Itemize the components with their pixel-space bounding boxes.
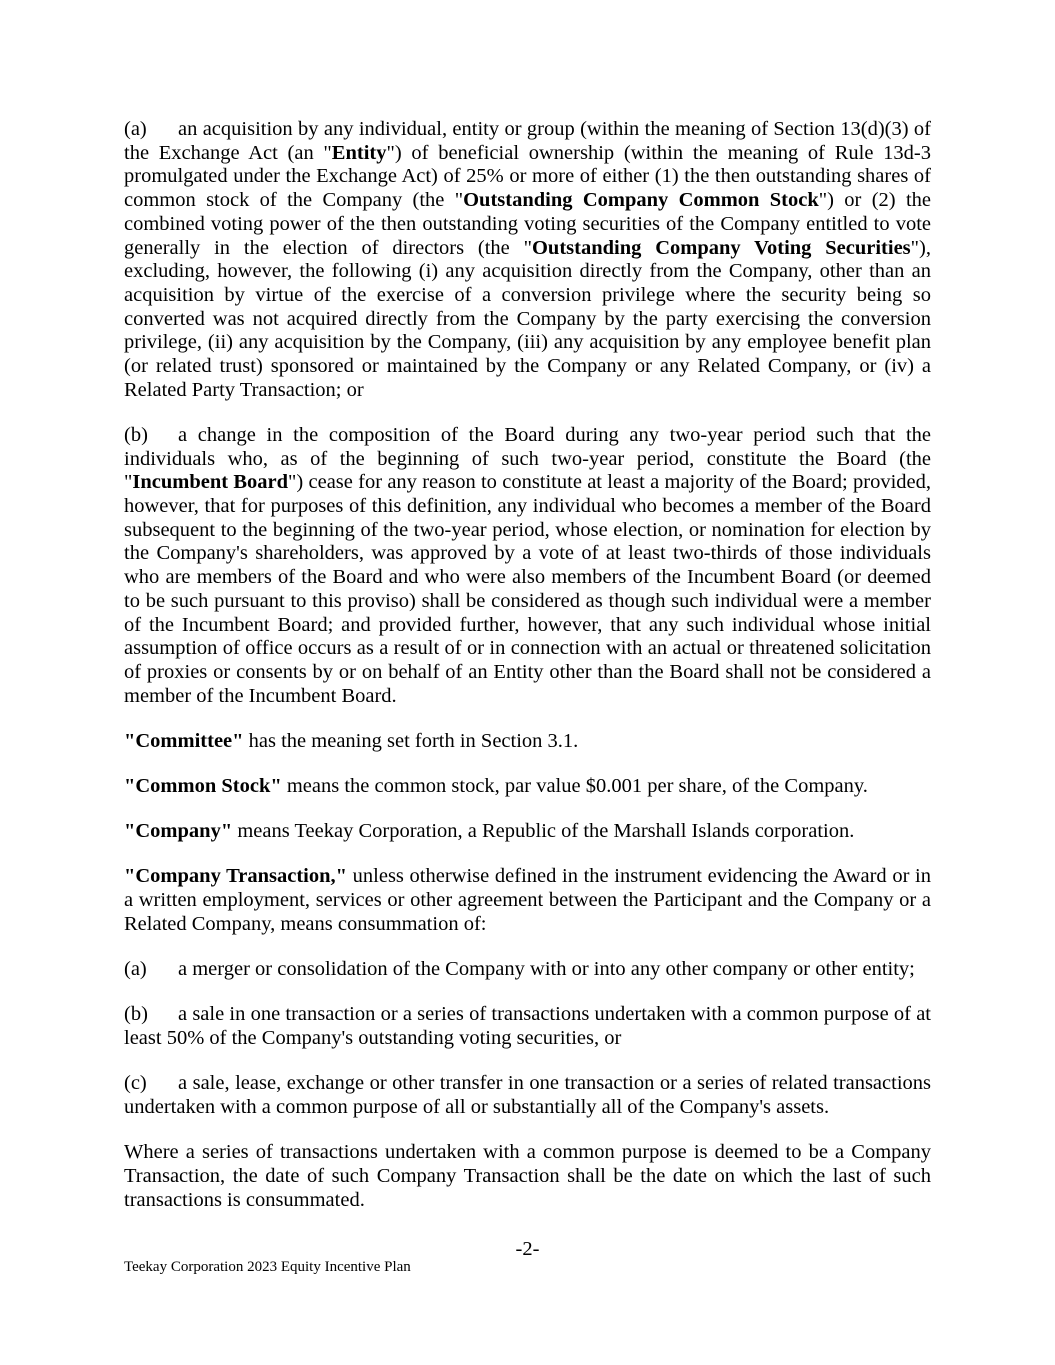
text-run: an acquisition by any individual, entity or group (within the meaning of Section 13(d)(3) of the Exchange Act (an " [124, 118, 931, 164]
document-body [124, 118, 931, 1212]
text-run: ") cease for any reason to constitute at least a majority of the Board; provided, however, that for purposes of this definition, any individual who becomes a member of the Board subsequent to the beginning of the two-year period, whose election, or nomination for election by the Company's shareholders, was approved by a vote of at least two-thirds of those individuals who are members of the Board and who were also members of the Incumbent Board (or deemed to be such pursuant to this proviso) shall be considered as though such individual were a member of the Incumbent Board; and provided further, however, that any such individual whose initial assumption of office occurs as a result of or in connection with an actual or threatened solicitation of proxies or consents by or on behalf of an Entity other than the Board shall not be considered a member of the Incumbent Board. [124, 471, 931, 707]
paragraph-series-transactions [124, 1141, 931, 1212]
text-run: ") of beneficial ownership (within the meaning of Rule 13d-3 promulgated under the Exchange Act) of 25% or more of either (1) the then outstanding shares of common stock of the Company (the " [124, 141, 931, 212]
text-run: "), excluding, however, the following (i) any acquisition directly from the Company, other than an acquisition by virtue of the exercise of a conversion privilege where the security being so converted was not acquired directly from the Company by the party exercising the conversion privilege, (ii) any acquisition by the Company, (iii) any acquisition by any employee benefit plan (or related trust) sponsored or maintained by the Company or any Related Company, or (iv) a Related Party Transaction; or [124, 236, 931, 401]
document-footer: Teekay Corporation 2023 Equity Incentive Plan [124, 1259, 411, 1275]
item-merger-a [124, 958, 931, 982]
text-run: Where a series of transactions undertaken with a common purpose is deemed to be a Company Transaction, the date of such Company Transaction shall be the date on which the last of such transactions is consummated. [124, 1141, 931, 1211]
defined-term-outstanding-company-common-stock: Outstanding Company Common Stock [463, 189, 819, 212]
text-run: a merger or consolidation of the Company with or into any other company or other entity; [178, 958, 915, 981]
definition-common-stock [124, 775, 931, 799]
defined-term-incumbent-board: Incumbent Board [132, 471, 289, 494]
text-run: has the meaning set forth in Section 3.1. [243, 729, 579, 752]
defined-term-committee: "Committee" [124, 729, 244, 752]
text-run: means the common stock, par value $0.001 per share, of the Company. [281, 775, 868, 798]
defined-term-company: "Company" [124, 820, 233, 843]
defined-term-outstanding-company-voting-securities: Outstanding Company Voting Securities [531, 236, 911, 259]
text-run: ") or (2) the combined voting power of the then outstanding voting securities of the Company entitled to vote generally in the election of directors (the " [124, 189, 931, 259]
list-marker: (c) [124, 1072, 147, 1095]
definition-committee [124, 730, 931, 754]
text-run: a change in the composition of the Board during any two-year period such that the individuals who, as of the beginning of such two-year period, constitute the Board (the " [124, 423, 931, 494]
list-marker: (b) [124, 423, 148, 446]
defined-term-entity: Entity [331, 141, 387, 164]
defined-term-common-stock: "Common Stock" [124, 775, 282, 798]
text-run: means Teekay Corporation, a Republic of the Marshall Islands corporation. [232, 820, 855, 843]
list-marker: (a) [124, 118, 147, 140]
list-marker: (a) [124, 958, 147, 981]
page-number: -2- [515, 1238, 540, 1260]
paragraph-board-composition-b [124, 424, 931, 708]
definition-company-transaction [124, 865, 931, 936]
list-marker: (b) [124, 1003, 148, 1026]
defined-term-company-transaction: "Company Transaction," [124, 865, 347, 888]
item-sale-voting-securities-b [124, 1003, 931, 1050]
paragraph-acquisition-a [124, 118, 931, 402]
text-run: a sale in one transaction or a series of transactions undertaken with a common purpose of at least 50% of the Company's outstanding voting securities, or [124, 1003, 931, 1049]
text-run: a sale, lease, exchange or other transfer in one transaction or a series of related transactions undertaken with a common purpose of all or substantially all of the Company's assets. [124, 1072, 931, 1118]
text-run: unless otherwise defined in the instrument evidencing the Award or in a written employment, services or other agreement between the Participant and the Company or a Related Company, means consummation of: [124, 865, 931, 935]
definition-company [124, 820, 931, 844]
item-sale-lease-exchange-c [124, 1072, 931, 1119]
